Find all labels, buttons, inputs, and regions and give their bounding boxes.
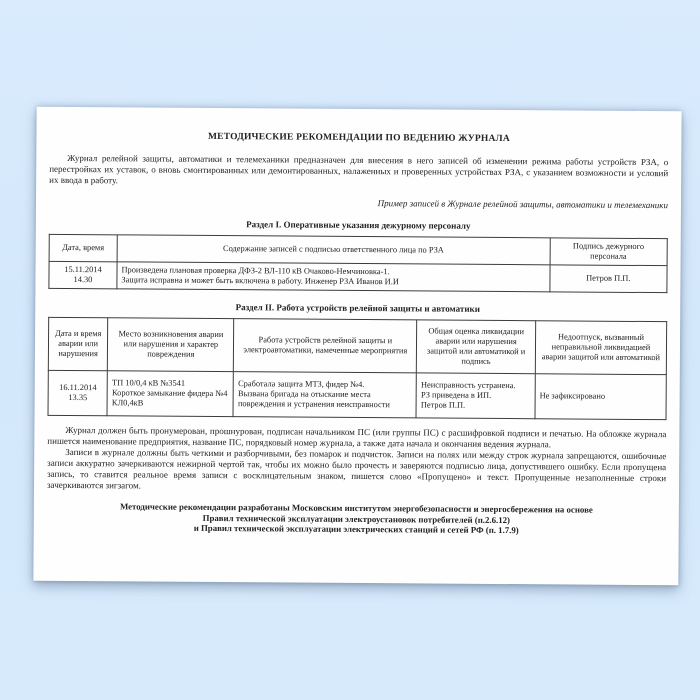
document-footer — [47, 501, 666, 537]
column-header-place: Место возникновения аварии или нарушения и характер повреждения — [108, 318, 234, 372]
section1-heading: Раздел I. Оперативные указания дежурному персоналу — [246, 219, 471, 231]
rules-paragraph-2: Записи в журнале должны быть четкими и разборчивыми, без помарок и подчисток. Записи на полях или между строк журнала запрещаются, ошибочные записи аккуратно зачеркиваются нежирной чертой так, чтобы их можно было прочесть и заверяются подписью лица, допустившего ошибку. Если пропущена запись, то ставится реальное время записи с восклицательным знаком, пишется слово «Пропущено» и текст. Пропущенные незаполненные строки зачеркиваются зигзагом. — [46, 446, 667, 491]
rules-paragraph-1: Журнал должен быть пронумерован, прошнурован, подписан начальником ПС (или группы ПС) с расшифровкой подписи и печатью. На обложке журнала пишется наименование предприятия, название ПС, порядковый номер журнала, а также дата начала и окончания ведения журнала. — [47, 424, 667, 450]
cell-content: Произведена плановая проверка ДФЗ-2 ВЛ-110 кВ Очаково-Немчиновка-1. Защита исправна и может быть включена в работу. Инженер РЗА Иванов И.И — [117, 262, 550, 292]
section2-table — [48, 317, 668, 420]
cell-undersupply: Не зафиксировано — [535, 374, 666, 420]
intro-paragraph: Журнал релейной защиты, автоматики и телемеханики предназначен для внесения в него записей об изменении режима работы устройств РЗА, о перестройках их уставок, о вновь смонтированных или демонтированных, налаженных и проверенных устройствах РЗА, с указанием возможности и условий их ввода в работу. — [49, 152, 669, 186]
column-header-assessment: Общая оценка ликвидации аварии или нарушения защитой или автоматикой и подпись — [417, 320, 536, 374]
section1-header-row — [49, 234, 667, 265]
section2-data-row — [48, 370, 666, 419]
section2-heading: Раздел II. Работа устройств релейной защиты и автоматики — [235, 302, 480, 314]
column-header-operation: Работа устройств релейной защиты и электроавтоматики, намеченные мероприятия — [234, 319, 417, 373]
column-header-signature: Подпись дежурного персонала — [550, 238, 668, 266]
footer-line-2: Правил технической эксплуатации электроустановок потребителей (п.2.6.12) — [202, 512, 510, 525]
cell-operation: Сработала защита МТЗ, фидер №4. Вызвана бригада на отыскание места повреждения и устранения неисправности — [233, 372, 416, 418]
document-page — [33, 107, 681, 585]
footer-line-1: Методические рекомендации разработаны Московским институтом энергобезопасности и энергосбережения на основе — [119, 501, 593, 515]
document-content — [34, 107, 682, 537]
cell-date: 15.11.2014 14.30 — [49, 261, 117, 288]
column-header-date: Дата, время — [49, 234, 117, 261]
cell-datetime: 16.11.2014 13.35 — [48, 370, 108, 415]
example-note: Пример записей в Журнале релейной защиты, автоматики и телемеханики — [377, 198, 669, 211]
column-header-datetime: Дата и время аварии или нарушения — [48, 317, 108, 370]
cell-place: ТП 10/0,4 кВ №3541 Короткое замыкание фидера №4 КЛ0,4кВ — [107, 371, 233, 417]
column-header-undersupply: Недоотпуск, вызванный неправильной ликвидацией аварии защитой или автоматикой — [535, 321, 666, 375]
footer-line-3: и Правил технической эксплуатации электрических станций и сетей РФ (п. 1.7.9) — [193, 522, 519, 536]
column-header-content: Содержание записей с подписью ответственного лица по РЗА — [117, 235, 550, 265]
section2-header-row — [48, 317, 666, 374]
section1-data-row — [49, 261, 667, 292]
section1-table — [48, 234, 667, 293]
cell-assessment: Неисправность устранена. РЗ приведена в ИП. Петров П.П. — [416, 373, 535, 419]
document-title: МЕТОДИЧЕСКИЕ РЕКОМЕНДАЦИИ ПО ВЕДЕНИЮ ЖУРНАЛА — [207, 131, 510, 145]
cell-signature: Петров П.П. — [549, 265, 667, 293]
